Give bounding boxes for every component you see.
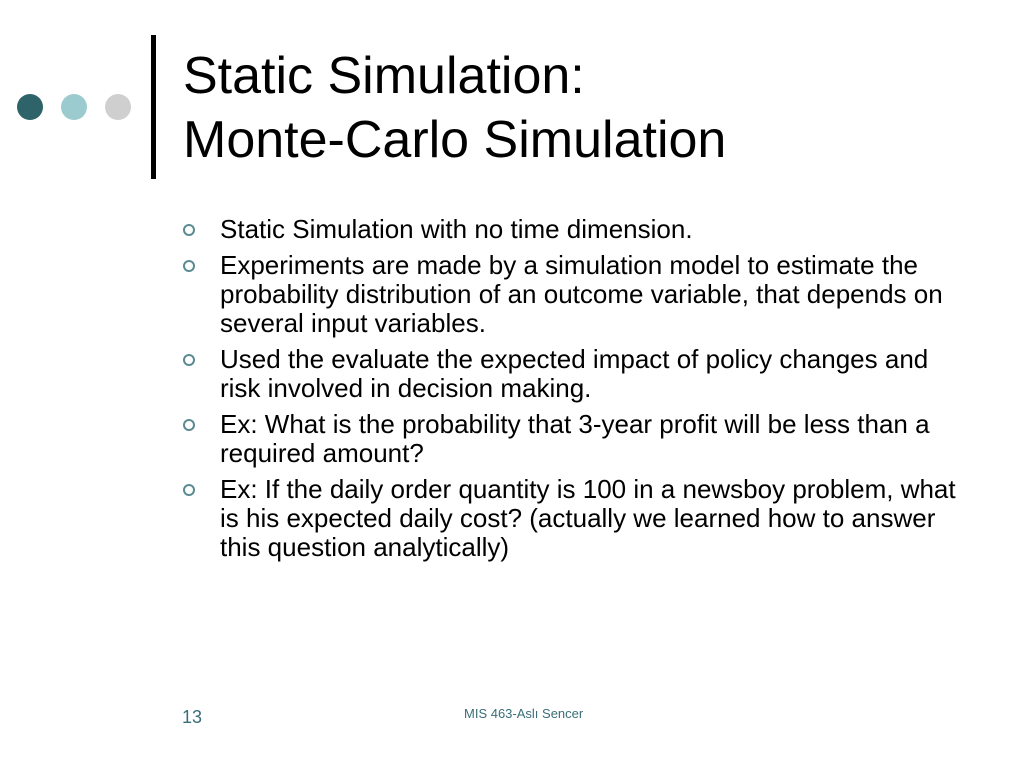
bullet-item (182, 345, 972, 403)
dark-teal-dot-icon (17, 94, 43, 120)
slide-page-number: 13 (182, 707, 203, 727)
three-dots-icon (17, 94, 131, 120)
gray-dot-icon (105, 94, 131, 120)
bullet-text: Static Simulation with no time dimension. (220, 214, 693, 244)
hollow-circle-bullet-icon (183, 419, 195, 431)
hollow-circle-bullet-icon (183, 484, 195, 496)
title-divider-bar (151, 35, 156, 179)
hollow-circle-bullet-icon (183, 354, 195, 366)
footer-text: MIS 463-Aslı Sencer (464, 706, 584, 721)
bullet-text: Experiments are made by a simulation model to estimate the probability distribution of an outcome variable, that depends on several input variables. (220, 250, 943, 338)
hollow-circle-bullet-icon (183, 224, 195, 236)
light-teal-dot-icon (61, 94, 87, 120)
slide-title-line-2: Monte-Carlo Simulation (183, 111, 727, 169)
bullet-item (182, 410, 972, 468)
bullet-list (182, 215, 972, 569)
bullet-text: Ex: What is the probability that 3-year profit will be less than a required amount? (220, 409, 930, 468)
bullet-item (182, 215, 972, 244)
hollow-circle-bullet-icon (183, 260, 195, 272)
bullet-item (182, 475, 972, 562)
bullet-text: Used the evaluate the expected impact of policy changes and risk involved in decision making. (220, 344, 929, 403)
slide-title (183, 44, 1003, 172)
bullet-text: Ex: If the daily order quantity is 100 in a newsboy problem, what is his expected daily cost? (actually we learned how to answer this question analytically) (220, 474, 956, 562)
slide-title-line-1: Static Simulation: (183, 47, 585, 105)
bullet-item (182, 251, 972, 338)
